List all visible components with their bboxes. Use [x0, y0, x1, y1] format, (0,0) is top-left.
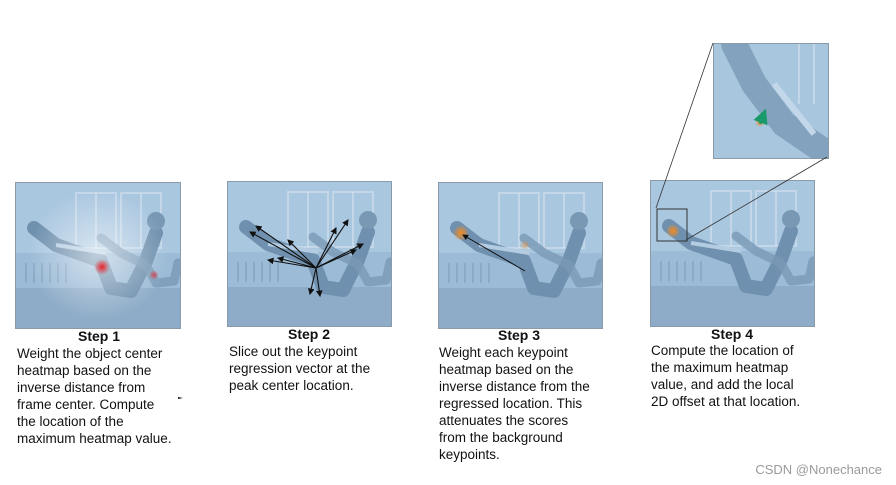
- step3-description: Weight each keypoint heatmap based on the inverse distance from the regressed location. This attenuates the scores from the background keypoints.: [439, 345, 590, 462]
- step1-description: Weight the object center heatmap based on the inverse distance from frame center. Compute the location of the maximum heatmap value.: [17, 346, 172, 446]
- step1-title: Step 1: [77, 328, 120, 344]
- watermark: CSDN @Nonechance: [755, 462, 882, 477]
- step2-description: Slice out the keypoint regression vector at the peak center location.: [229, 344, 371, 393]
- step4-title: Step 4: [710, 326, 753, 342]
- step2-title: Step 2: [287, 326, 330, 342]
- step3-title: Step 3: [497, 327, 540, 343]
- step4-description: Compute the location of the maximum heatmap value, and add the local 2D offset at that location.: [651, 343, 801, 409]
